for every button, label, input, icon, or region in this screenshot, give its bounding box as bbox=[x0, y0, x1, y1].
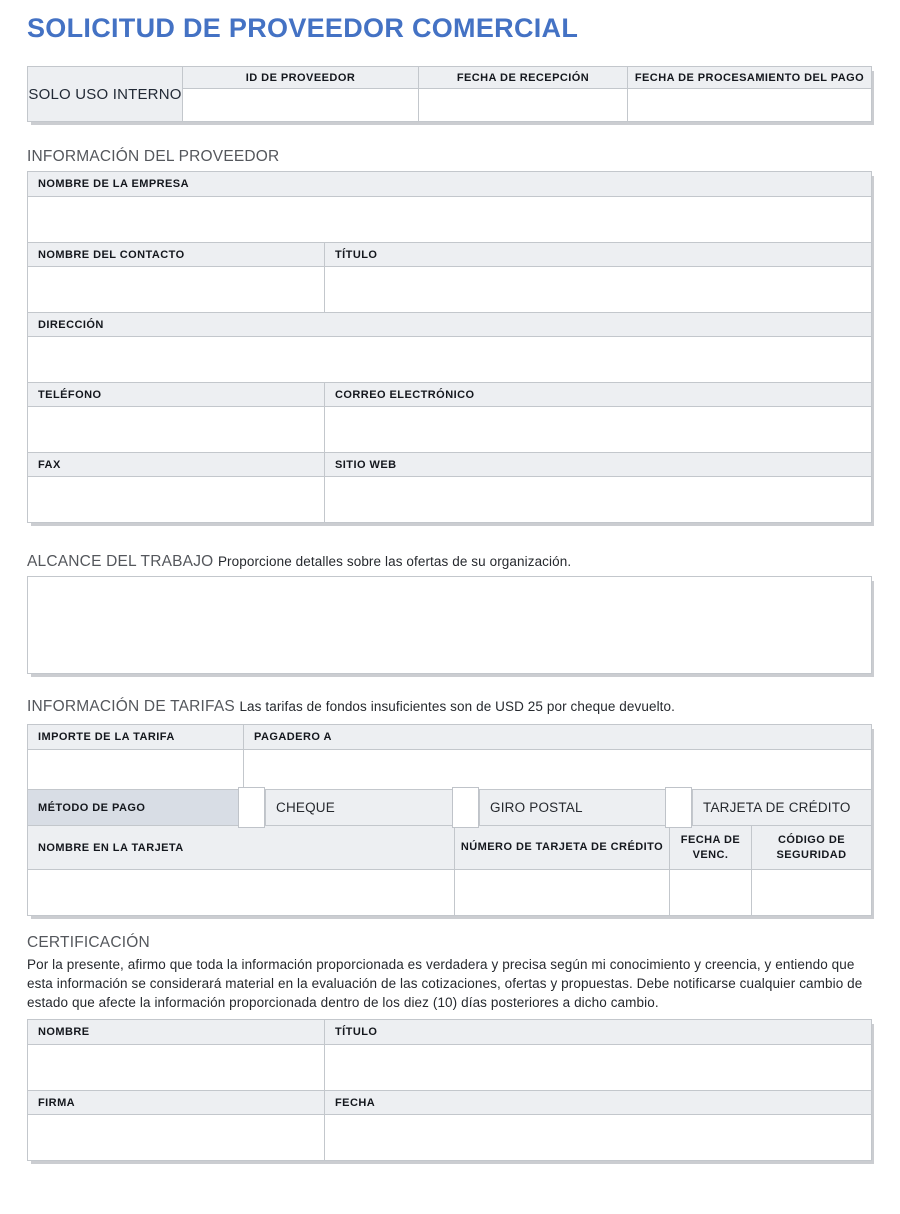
address-label: DIRECCIÓN bbox=[28, 313, 871, 336]
fees-heading-text: INFORMACIÓN DE TARIFAS bbox=[27, 698, 235, 715]
card-security-code-input[interactable] bbox=[751, 870, 871, 915]
money-order-checkbox[interactable] bbox=[452, 790, 479, 825]
page-title: SOLICITUD DE PROVEEDOR COMERCIAL bbox=[27, 13, 579, 43]
payment-processed-date-header: FECHA DE PROCESAMIENTO DEL PAGO bbox=[627, 67, 871, 88]
contact-title-label: TÍTULO bbox=[324, 243, 871, 266]
fees-description: Las tarifas de fondos insuficientes son de USD 25 por cheque devuelto. bbox=[239, 699, 675, 714]
cert-date-input[interactable] bbox=[324, 1115, 871, 1160]
vendor-info-table bbox=[27, 171, 872, 523]
email-label: CORREO ELECTRÓNICO bbox=[324, 383, 871, 406]
certification-section-heading: CERTIFICACIÓN bbox=[27, 934, 150, 951]
card-security-code-label: CÓDIGO DE SEGURIDAD bbox=[751, 826, 871, 869]
credit-card-option-label: TARJETA DE CRÉDITO bbox=[692, 790, 871, 825]
scope-section-heading bbox=[27, 553, 873, 571]
certification-statement: Por la presente, afirmo que toda la información proporcionada es verdadera y precisa según mi conocimiento y creencia, y entiendo que esta información se considerará material en la evaluación de las cotizaciones, ofertas y propuestas. Debe notificarse cualquier cambio de estado que afecte la información proporcionada dentro de los diez (10) días posteriores a dicho cambio. bbox=[27, 957, 863, 1010]
scope-of-work-input[interactable] bbox=[27, 576, 872, 674]
cert-date-label: FECHA bbox=[324, 1091, 871, 1114]
contact-name-input[interactable] bbox=[28, 267, 324, 312]
vendor-id-header: ID DE PROVEEDOR bbox=[183, 67, 418, 88]
scope-heading-text: ALCANCE DEL TRABAJO bbox=[27, 553, 214, 570]
cheque-option-label: CHEQUE bbox=[265, 790, 452, 825]
email-input[interactable] bbox=[324, 407, 871, 452]
fees-table bbox=[27, 724, 872, 916]
credit-card-checkbox-box[interactable] bbox=[665, 787, 692, 828]
scope-description: Proporcione detalles sobre las ofertas de su organización. bbox=[217, 554, 572, 569]
card-name-input[interactable] bbox=[28, 870, 454, 915]
fax-input[interactable] bbox=[28, 477, 324, 522]
credit-card-checkbox[interactable] bbox=[665, 790, 692, 825]
cert-signature-label: FIRMA bbox=[28, 1091, 324, 1114]
website-label: SITIO WEB bbox=[324, 453, 871, 476]
cheque-checkbox-box[interactable] bbox=[238, 787, 265, 828]
phone-input[interactable] bbox=[28, 407, 324, 452]
card-exp-date-input[interactable] bbox=[669, 870, 751, 915]
cheque-checkbox[interactable] bbox=[238, 790, 265, 825]
card-number-input[interactable] bbox=[454, 870, 669, 915]
company-name-label: NOMBRE DE LA EMPRESA bbox=[28, 172, 871, 196]
contact-title-input[interactable] bbox=[324, 267, 871, 312]
company-name-input[interactable] bbox=[28, 197, 871, 242]
internal-use-table bbox=[27, 66, 872, 122]
money-order-option-label: GIRO POSTAL bbox=[479, 790, 665, 825]
vendor-id-input[interactable] bbox=[183, 89, 418, 121]
fees-section-heading bbox=[27, 698, 873, 716]
certification-table bbox=[27, 1019, 872, 1161]
payable-to-input[interactable] bbox=[243, 750, 871, 789]
cert-title-input[interactable] bbox=[324, 1045, 871, 1090]
payment-processed-date-input[interactable] bbox=[627, 89, 871, 121]
card-number-label: NÚMERO DE TARJETA DE CRÉDITO bbox=[454, 826, 669, 869]
cert-title-label: TÍTULO bbox=[324, 1020, 871, 1044]
phone-label: TELÉFONO bbox=[28, 383, 324, 406]
address-input[interactable] bbox=[28, 337, 871, 382]
contact-name-label: NOMBRE DEL CONTACTO bbox=[28, 243, 324, 266]
vendor-request-form bbox=[0, 13, 900, 1161]
card-exp-date-label: FECHA DE VENC. bbox=[669, 826, 751, 869]
fax-label: FAX bbox=[28, 453, 324, 476]
payment-method-label: MÉTODO DE PAGO bbox=[28, 790, 238, 825]
cert-signature-input[interactable] bbox=[28, 1115, 324, 1160]
receipt-date-header: FECHA DE RECEPCIÓN bbox=[418, 67, 627, 88]
fee-amount-input[interactable] bbox=[28, 750, 243, 789]
money-order-checkbox-box[interactable] bbox=[452, 787, 479, 828]
receipt-date-input[interactable] bbox=[418, 89, 627, 121]
internal-use-label: SOLO USO INTERNO bbox=[28, 67, 183, 121]
card-name-label: NOMBRE EN LA TARJETA bbox=[28, 826, 454, 869]
cert-name-input[interactable] bbox=[28, 1045, 324, 1090]
cert-name-label: NOMBRE bbox=[28, 1020, 324, 1044]
vendor-section-heading: INFORMACIÓN DEL PROVEEDOR bbox=[27, 148, 280, 165]
fee-amount-label: IMPORTE DE LA TARIFA bbox=[28, 725, 243, 749]
website-input[interactable] bbox=[324, 477, 871, 522]
payable-to-label: PAGADERO A bbox=[243, 725, 871, 749]
